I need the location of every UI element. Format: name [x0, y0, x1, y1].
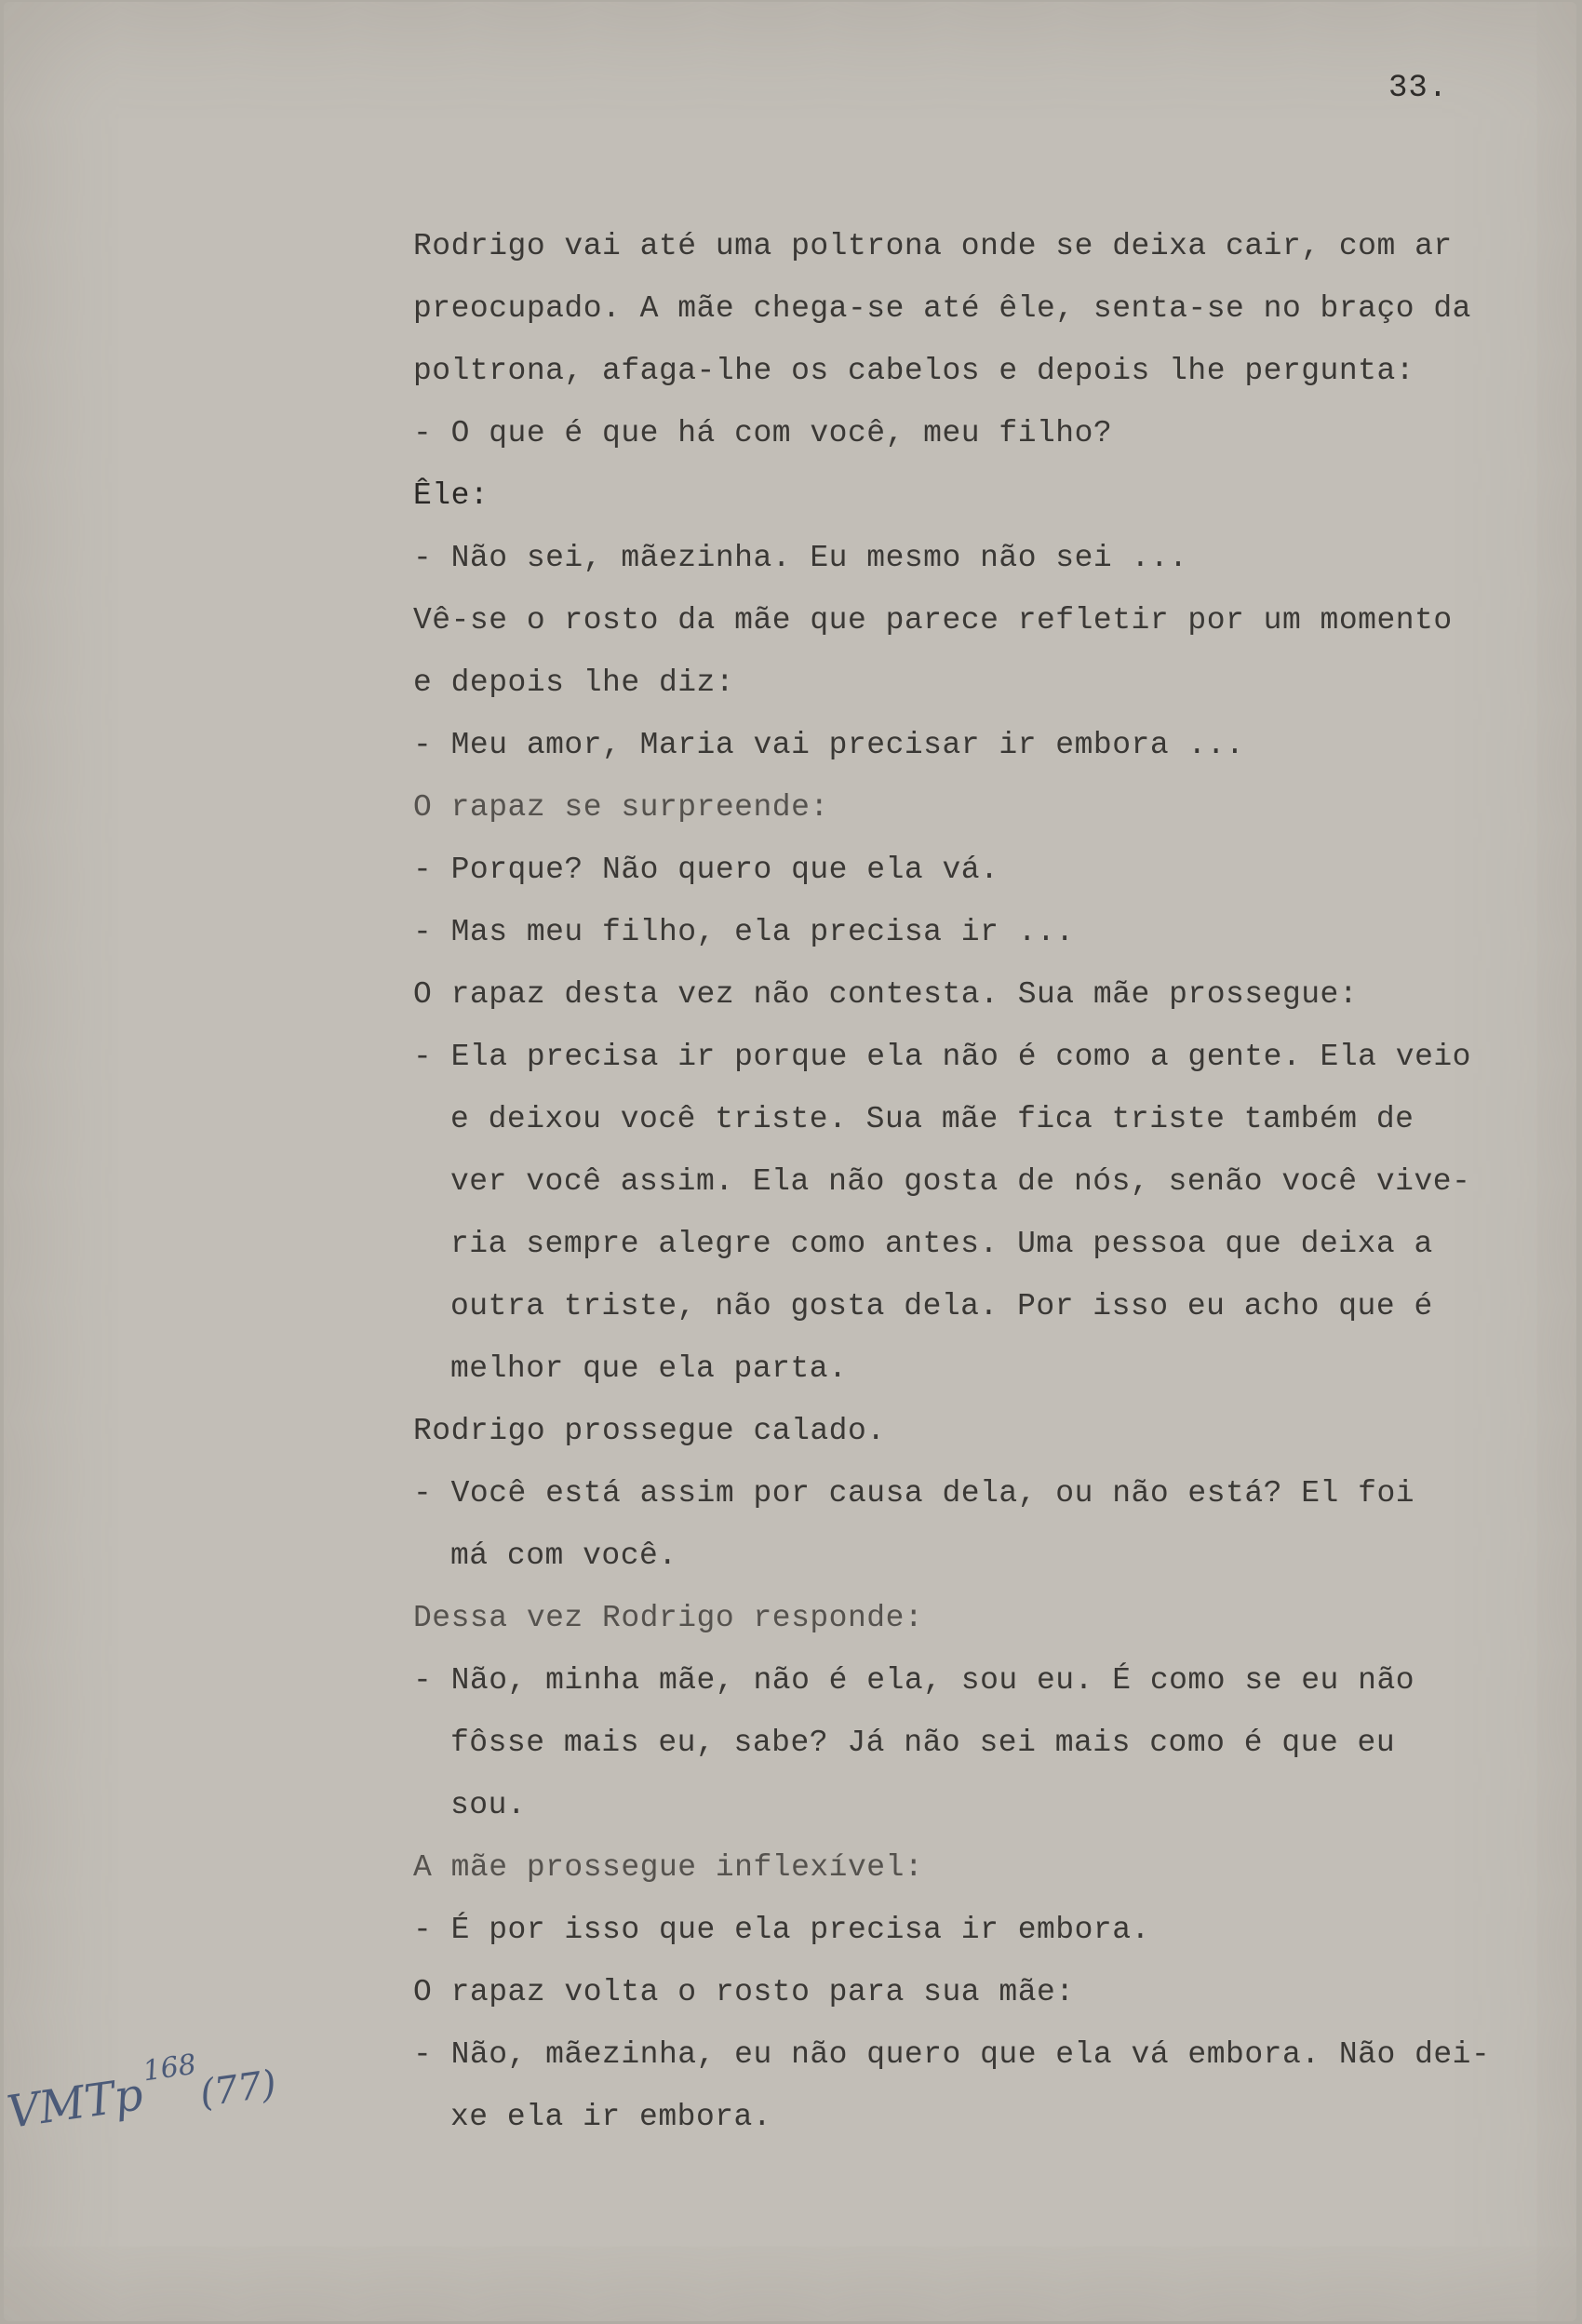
text-line: Rodrigo vai até uma poltrona onde se deixa cair, com ar — [413, 229, 1453, 263]
text-line: Dessa vez Rodrigo responde: — [413, 1601, 924, 1635]
text-line: O rapaz volta o rosto para sua mãe: — [413, 1975, 1075, 2009]
dialogue-line: - O que é que há com você, meu filho? — [413, 416, 1113, 450]
dialogue-continuation: outra triste, não gosta dela. Por isso eu acho que é — [450, 1289, 1433, 1323]
text-line: Vê-se o rosto da mãe que parece refletir por um momento — [413, 603, 1453, 638]
dialogue-line: - Meu amor, Maria vai precisar ir embora ... — [413, 728, 1245, 762]
dialogue-line: - Você está assim por causa dela, ou não está? El foi — [413, 1476, 1415, 1511]
dialogue-continuation: melhor que ela parta. — [450, 1351, 848, 1386]
dialogue-line: - Porque? Não quero que ela vá. — [413, 853, 999, 887]
text-line: A mãe prossegue inflexível: — [413, 1850, 924, 1885]
page-number: 33. — [1388, 71, 1449, 106]
text-line: e depois lhe diz: — [413, 665, 735, 700]
archive-mark-main: VMTp — [4, 2068, 147, 2139]
archive-mark-subscript: (77) — [196, 2062, 279, 2116]
dialogue-continuation: ria sempre alegre como antes. Uma pessoa que deixa a — [450, 1227, 1433, 1261]
dialogue-line: - Não, minha mãe, não é ela, sou eu. É como se eu não — [413, 1663, 1415, 1698]
dialogue-continuation: ver você assim. Ela não gosta de nós, senão você vive- — [450, 1164, 1471, 1199]
dialogue-line: - Não sei, mãezinha. Eu mesmo não sei ... — [413, 541, 1188, 575]
text-line: O rapaz desta vez não contesta. Sua mãe prossegue: — [413, 977, 1359, 1012]
speaker-line: Êle: — [413, 478, 489, 513]
dialogue-line: - Ela precisa ir porque ela não é como a gente. Ela veio — [413, 1040, 1471, 1074]
text-line: Rodrigo prossegue calado. — [413, 1414, 886, 1448]
text-line: poltrona, afaga-lhe os cabelos e depois lhe pergunta: — [413, 354, 1415, 388]
dialogue-continuation: xe ela ir embora. — [450, 2100, 772, 2134]
archive-mark-superscript: 168 — [141, 2048, 199, 2089]
dialogue-continuation: e deixou você triste. Sua mãe fica triste também de — [450, 1102, 1414, 1136]
dialogue-continuation: sou. — [450, 1788, 527, 1822]
dialogue-continuation: má com você. — [450, 1538, 677, 1573]
dialogue-continuation: fôsse mais eu, sabe? Já não sei mais como é que eu — [450, 1726, 1396, 1760]
dialogue-line: - Não, mãezinha, eu não quero que ela vá embora. Não dei- — [413, 2037, 1491, 2072]
dialogue-line: - Mas meu filho, ela precisa ir ... — [413, 915, 1075, 949]
dialogue-line: - É por isso que ela precisa ir embora. — [413, 1913, 1150, 1947]
text-line: O rapaz se surpreende: — [413, 790, 829, 825]
handwritten-archive-mark — [4, 2049, 278, 2139]
typewritten-page — [4, 2, 1576, 2321]
text-line: preocupado. A mãe chega-se até êle, senta-se no braço da — [413, 291, 1471, 326]
